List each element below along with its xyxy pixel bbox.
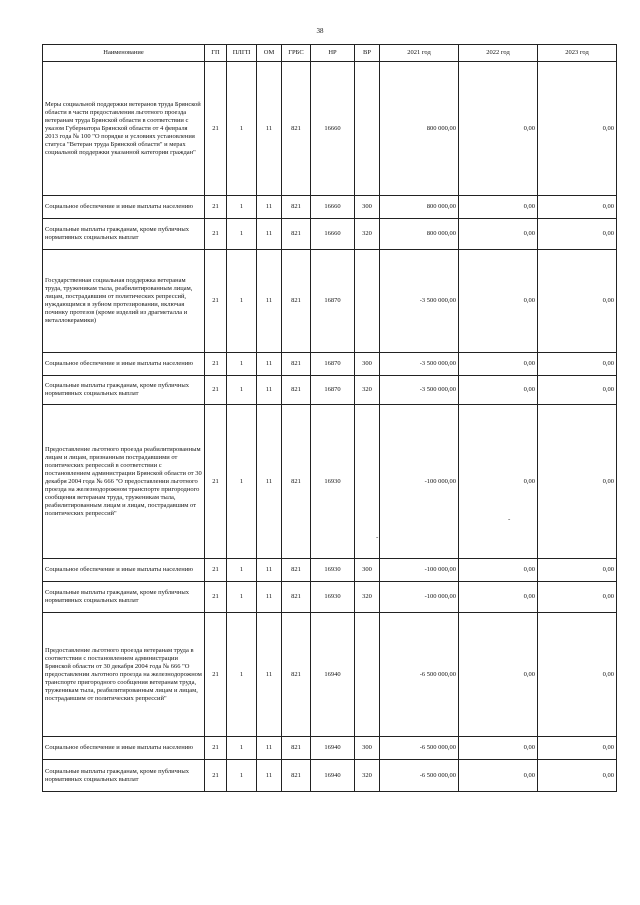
cell-np: 16660 [311, 62, 355, 196]
cell-2022: 0,00 [459, 250, 538, 353]
cell-pgp: 1 [227, 353, 257, 376]
cell-pgp: 1 [227, 62, 257, 196]
cell-name: Социальное обеспечение и иные выплаты населению [43, 353, 205, 376]
header-2022: 2022 год [459, 45, 538, 62]
cell-om: 11 [257, 196, 282, 219]
table-row [43, 760, 617, 792]
table-row [43, 219, 617, 250]
cell-2021: 800 000,00 [380, 62, 459, 196]
cell-2021: 800 000,00 [380, 219, 459, 250]
cell-om: 11 [257, 582, 282, 613]
cell-gp: 21 [205, 376, 227, 405]
cell-2023: 0,00 [538, 196, 617, 219]
cell-pgp: 1 [227, 760, 257, 792]
cell-np: 16930 [311, 405, 355, 559]
cell-np: 16870 [311, 353, 355, 376]
cell-2021: -6 500 000,00 [380, 737, 459, 760]
header-om: ОМ [257, 45, 282, 62]
cell-grbs: 821 [282, 62, 311, 196]
cell-grbs: 821 [282, 737, 311, 760]
cell-grbs: 821 [282, 219, 311, 250]
cell-2022: 0,00 [459, 353, 538, 376]
cell-gp: 21 [205, 737, 227, 760]
cell-2023: 0,00 [538, 559, 617, 582]
cell-pgp: 1 [227, 613, 257, 737]
cell-vr: 320 [355, 760, 380, 792]
cell-name: Социальные выплаты гражданам, кроме публичных нормативных социальных выплат [43, 582, 205, 613]
cell-grbs: 821 [282, 559, 311, 582]
cell-name: Государственная социальная поддержка ветеранам труда, труженикам тыла, реабилитированным лицам, лицам, пострадавшим от политических репрессий, нуждающимся в зубном протезировании, включая починку протезов (кроме изделий из драгметалла и металлокерамики) [43, 250, 205, 353]
cell-vr: 320 [355, 219, 380, 250]
cell-2022: 0,00 [459, 405, 538, 559]
cell-np: 16870 [311, 250, 355, 353]
cell-np: 16660 [311, 196, 355, 219]
cell-grbs: 821 [282, 613, 311, 737]
cell-pgp: 1 [227, 559, 257, 582]
cell-grbs: 821 [282, 250, 311, 353]
table-row [43, 62, 617, 196]
scan-mark: - [376, 533, 379, 541]
cell-np: 16870 [311, 376, 355, 405]
cell-2023: 0,00 [538, 613, 617, 737]
cell-2022: 0,00 [459, 613, 538, 737]
header-gp: ГП [205, 45, 227, 62]
cell-grbs: 821 [282, 760, 311, 792]
cell-2021: -100 000,00 [380, 405, 459, 559]
cell-gp: 21 [205, 353, 227, 376]
cell-grbs: 821 [282, 582, 311, 613]
cell-name: Социальные выплаты гражданам, кроме публичных нормативных социальных выплат [43, 376, 205, 405]
header-pgp: ПЛГП [227, 45, 257, 62]
cell-np: 16930 [311, 582, 355, 613]
cell-om: 11 [257, 219, 282, 250]
cell-pgp: 1 [227, 582, 257, 613]
cell-2021: -6 500 000,00 [380, 760, 459, 792]
cell-gp: 21 [205, 219, 227, 250]
cell-gp: 21 [205, 559, 227, 582]
table-row [43, 737, 617, 760]
cell-name: Социальные выплаты гражданам, кроме публичных нормативных социальных выплат [43, 219, 205, 250]
cell-grbs: 821 [282, 353, 311, 376]
cell-vr: 300 [355, 196, 380, 219]
cell-2023: 0,00 [538, 582, 617, 613]
cell-2023: 0,00 [538, 219, 617, 250]
cell-np: 16940 [311, 613, 355, 737]
cell-vr [355, 250, 380, 353]
table-body [43, 62, 617, 792]
cell-vr: 300 [355, 737, 380, 760]
cell-2022: 0,00 [459, 582, 538, 613]
cell-np: 16940 [311, 760, 355, 792]
table-row [43, 250, 617, 353]
cell-vr: 320 [355, 376, 380, 405]
cell-2023: 0,00 [538, 353, 617, 376]
header-grbs: ГРБС [282, 45, 311, 62]
cell-name: Социальное обеспечение и иные выплаты населению [43, 196, 205, 219]
header-2021: 2021 год [380, 45, 459, 62]
cell-name: Предоставление льготного проезда ветеранам труда в соответствии с постановлением администрации Брянской области от 30 декабря 2004 года № 666 "О предоставлении льготного проезда на железнодорожном транспорте пригородного сообщения ветеранам труда, труженикам тыла, реабилитированным лицам и лицам, пострадавшим от политических репрессий" [43, 613, 205, 737]
cell-2021: -3 500 000,00 [380, 376, 459, 405]
scan-mark: - [508, 515, 511, 523]
header-np: НР [311, 45, 355, 62]
cell-np: 16930 [311, 559, 355, 582]
cell-2021: 800 000,00 [380, 196, 459, 219]
cell-om: 11 [257, 559, 282, 582]
cell-om: 11 [257, 405, 282, 559]
cell-2023: 0,00 [538, 250, 617, 353]
table-row [43, 405, 617, 559]
cell-gp: 21 [205, 250, 227, 353]
cell-om: 11 [257, 613, 282, 737]
cell-pgp: 1 [227, 737, 257, 760]
table-row [43, 196, 617, 219]
budget-table [42, 44, 617, 792]
cell-om: 11 [257, 737, 282, 760]
cell-gp: 21 [205, 760, 227, 792]
cell-pgp: 1 [227, 250, 257, 353]
cell-np: 16660 [311, 219, 355, 250]
cell-2022: 0,00 [459, 760, 538, 792]
cell-gp: 21 [205, 62, 227, 196]
cell-2022: 0,00 [459, 376, 538, 405]
cell-np: 16940 [311, 737, 355, 760]
cell-2021: -3 500 000,00 [380, 353, 459, 376]
table-row [43, 582, 617, 613]
table-row [43, 613, 617, 737]
cell-grbs: 821 [282, 376, 311, 405]
cell-grbs: 821 [282, 405, 311, 559]
cell-om: 11 [257, 376, 282, 405]
table-row [43, 559, 617, 582]
cell-2021: -3 500 000,00 [380, 250, 459, 353]
cell-2022: 0,00 [459, 196, 538, 219]
cell-gp: 21 [205, 613, 227, 737]
page-number: 38 [316, 27, 324, 35]
header-name: Наименование [43, 45, 205, 62]
cell-vr: 300 [355, 559, 380, 582]
table-row [43, 353, 617, 376]
cell-vr [355, 613, 380, 737]
cell-name: Меры социальной поддержки ветеранов труда Брянской области в части предоставления льготного проезда ветеранам труда Брянской области в соответствии с указом Губернатора Брянской области от 4 февраля 2013 года № 100 "О порядке и условиях установления статуса "Ветеран труда Брянской области" и мерах социальной поддержки указанной категории граждан" [43, 62, 205, 196]
cell-2022: 0,00 [459, 219, 538, 250]
cell-om: 11 [257, 760, 282, 792]
cell-name: Социальные выплаты гражданам, кроме публичных нормативных социальных выплат [43, 760, 205, 792]
cell-2023: 0,00 [538, 62, 617, 196]
cell-pgp: 1 [227, 376, 257, 405]
cell-pgp: 1 [227, 219, 257, 250]
cell-2021: -6 500 000,00 [380, 613, 459, 737]
cell-2023: 0,00 [538, 760, 617, 792]
cell-om: 11 [257, 62, 282, 196]
table-header-row [43, 45, 617, 62]
header-vr: ВР [355, 45, 380, 62]
cell-name: Предоставление льготного проезда реабилитированным лицам и лицам, признанным пострадавшими от политических репрессий в соответствии с постановлением администрации Брянской области от 30 декабря 2004 года № 666 "О предоставлении льготного проезда на железнодорожном транспорте пригородного сообщения ветеранам труда, труженикам тыла, реабилитированным лицам и лицам, пострадавшим от политических репрессий" [43, 405, 205, 559]
cell-name: Социальное обеспечение и иные выплаты населению [43, 559, 205, 582]
cell-gp: 21 [205, 582, 227, 613]
cell-vr: 320 [355, 582, 380, 613]
cell-2022: 0,00 [459, 737, 538, 760]
cell-vr: 300 [355, 353, 380, 376]
cell-2021: -100 000,00 [380, 582, 459, 613]
cell-2023: 0,00 [538, 376, 617, 405]
cell-grbs: 821 [282, 196, 311, 219]
header-2023: 2023 год [538, 45, 617, 62]
cell-gp: 21 [205, 405, 227, 559]
cell-pgp: 1 [227, 196, 257, 219]
cell-2022: 0,00 [459, 559, 538, 582]
table-row [43, 376, 617, 405]
cell-vr [355, 62, 380, 196]
cell-gp: 21 [205, 196, 227, 219]
cell-om: 11 [257, 353, 282, 376]
cell-name: Социальное обеспечение и иные выплаты населению [43, 737, 205, 760]
cell-pgp: 1 [227, 405, 257, 559]
cell-2022: 0,00 [459, 62, 538, 196]
cell-om: 11 [257, 250, 282, 353]
cell-2021: -100 000,00 [380, 559, 459, 582]
cell-2023: 0,00 [538, 737, 617, 760]
cell-2023: 0,00 [538, 405, 617, 559]
